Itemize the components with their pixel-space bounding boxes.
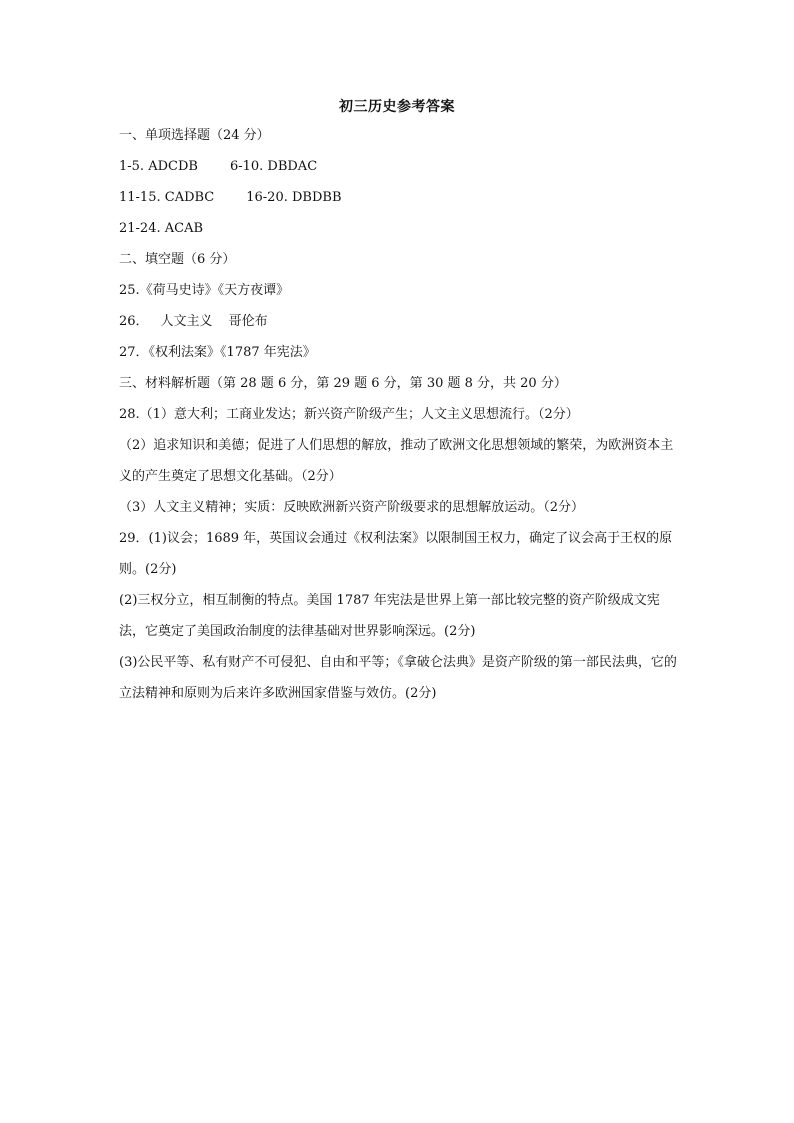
section-heading-fill-in: 二、填空题（6 分） <box>119 252 236 267</box>
answer-range-16-20: 16-20. DBDBB <box>246 190 342 205</box>
answer-q29-1: 29．(1)议会；1689 年，英国议会通过《权利法案》以限制国王权力，确定了议会高于王权的原则。(2分) <box>119 531 673 577</box>
answer-range-1-5: 1-5. ADCDB <box>119 159 198 174</box>
q26-number: 26． <box>119 314 149 329</box>
answer-range-11-15: 11-15. CADBC <box>119 190 215 205</box>
answer-q25: 25.《荷马史诗》《天方夜谭》 <box>119 283 290 298</box>
answer-q29-2: (2)三权分立，相互制衡的特点。美国 1787 年宪法是世界上第一部比较完整的资产阶级成文宪法，它奠定了美国政治制度的法律基础对世界影响深远。(2分) <box>119 593 660 639</box>
q26-answer-b: 哥伦布 <box>228 314 268 329</box>
q26-answer-a: 人文主义 <box>160 314 213 329</box>
answer-q28-3: （3）人文主义精神；实质：反映欧洲新兴资产阶级要求的思想解放运动。（2分） <box>119 500 585 515</box>
answer-range-6-10: 6-10. DBDAC <box>229 159 318 174</box>
answer-q29-3: (3)公民平等、私有财产不可侵犯、自由和平等；《拿破仑法典》是资产阶级的第一部民法典，它的立法精神和原则为后来许多欧洲国家借鉴与效仿。(2分) <box>119 655 677 701</box>
answer-row <box>119 213 679 244</box>
section-heading-material-analysis: 三、材料解析题（第 28 题 6 分，第 29 题 6 分，第 30 题 8 分，共 20 分） <box>119 376 567 391</box>
answer-range-21-24: 21-24. ACAB <box>119 221 204 236</box>
answer-q28-1: 28.（1）意大利；工商业发达；新兴资产阶级产生；人文主义思想流行。（2分） <box>119 407 579 422</box>
answer-q27: 27．《权利法案》《1787 年宪法》 <box>119 345 316 360</box>
answer-row <box>119 182 679 213</box>
answer-q26 <box>119 306 679 337</box>
answer-content <box>119 120 679 709</box>
answer-q28-2: （2）追求知识和美德；促进了人们思想的解放，推动了欧洲文化思想领域的繁荣，为欧洲资本主义的产生奠定了思想文化基础。（2分） <box>119 438 674 484</box>
page-title: 初三历史参考答案 <box>339 99 455 115</box>
answer-row <box>119 151 679 182</box>
section-heading-single-choice: 一、单项选择题（24 分） <box>119 128 270 143</box>
